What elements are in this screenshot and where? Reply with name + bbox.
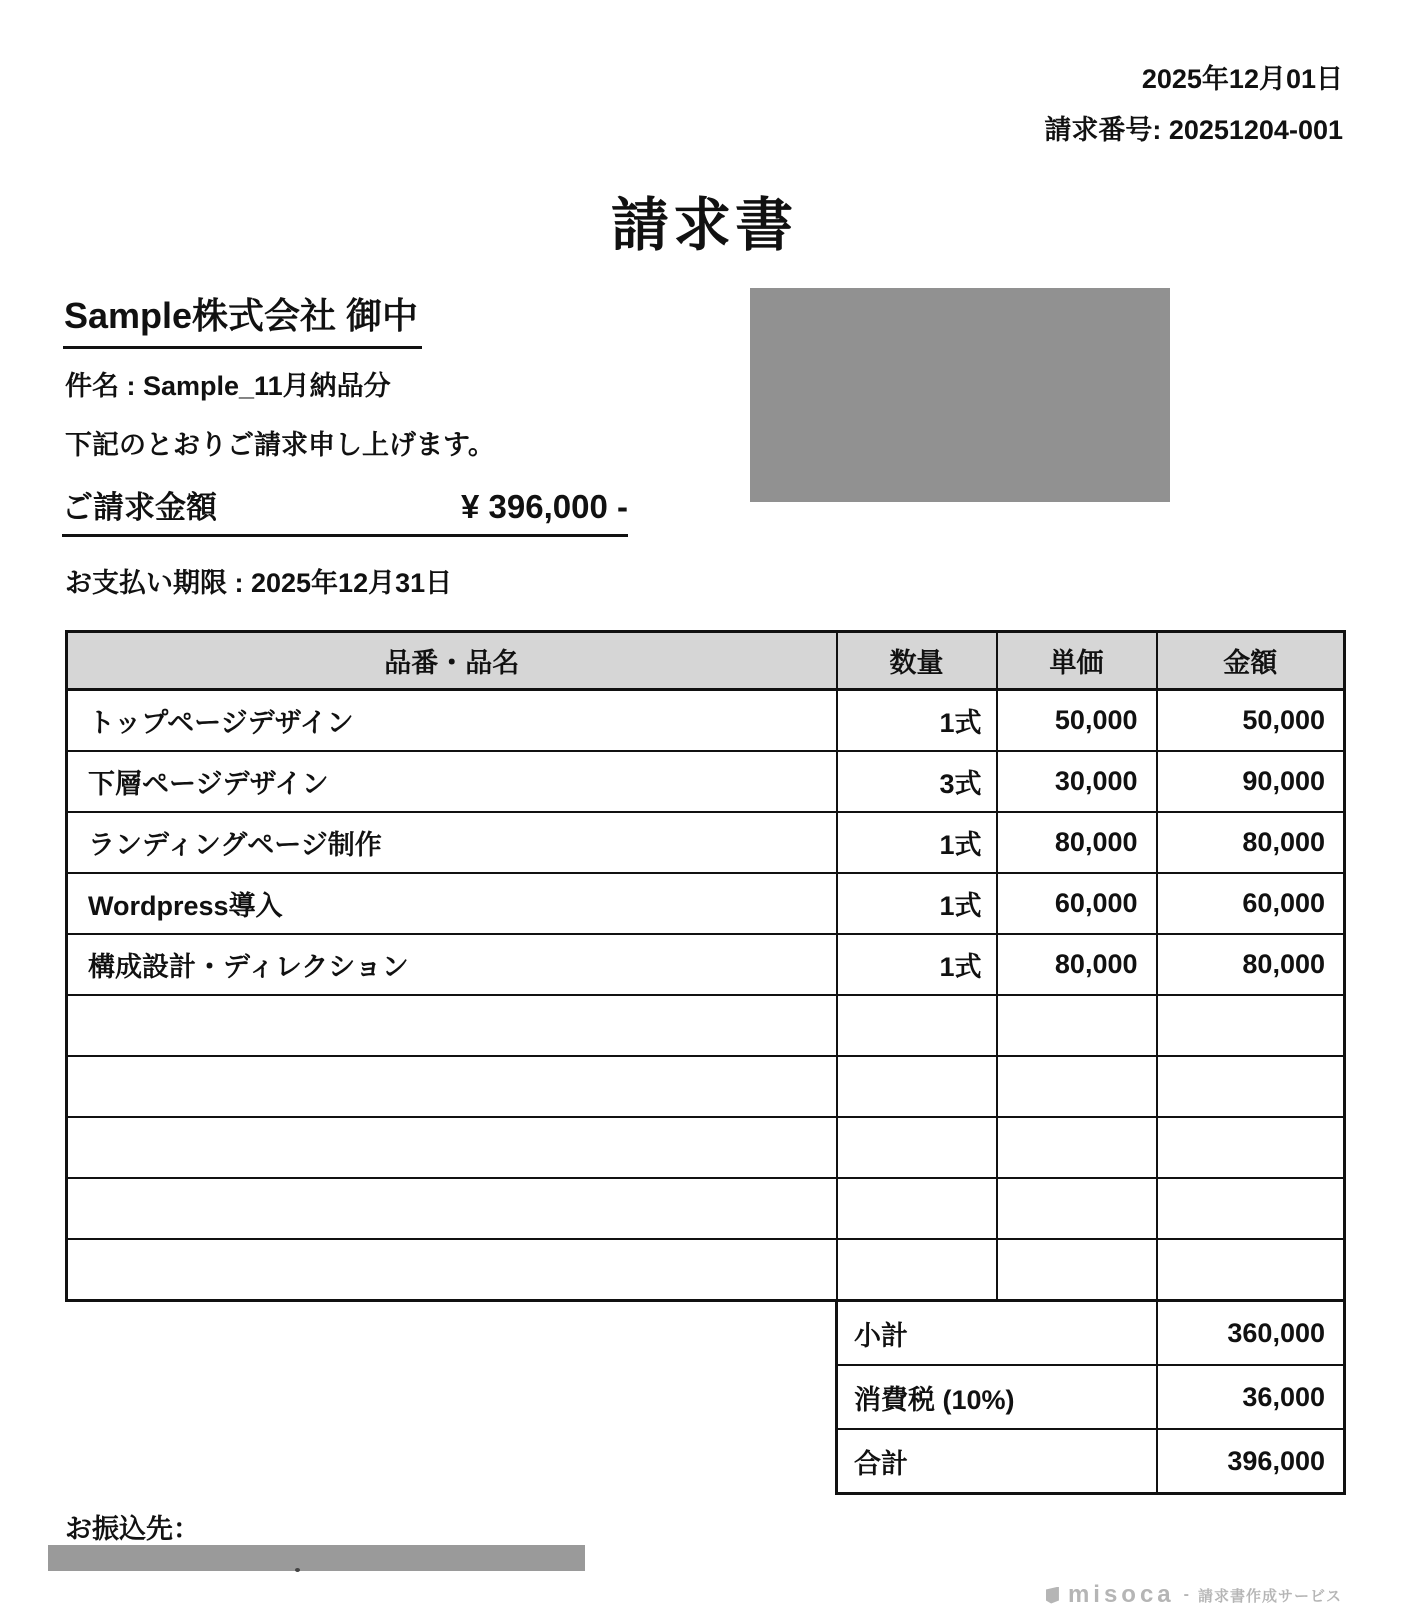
item-name-cell: トップページデザイン [67, 690, 837, 752]
table-row [67, 1056, 1345, 1117]
unit-price-cell [997, 995, 1157, 1056]
summary-label-cell: 消費税 (10%) [837, 1365, 1157, 1429]
quantity-cell: 1式 [837, 934, 997, 995]
summary-value-cell: 360,000 [1157, 1301, 1345, 1366]
amount-cell: 80,000 [1157, 934, 1345, 995]
payment-due-date: お支払い期限 : 2025年12月31日 [65, 568, 453, 598]
items-table [65, 630, 1346, 1302]
summary-label-cell: 合計 [837, 1429, 1157, 1494]
summary-table-body [837, 1301, 1345, 1494]
invoice-number: 請求番号: 20251204-001 [1044, 115, 1343, 145]
summary-value-cell: 396,000 [1157, 1429, 1345, 1494]
quantity-cell [837, 1239, 997, 1301]
unit-price-cell: 80,000 [997, 812, 1157, 873]
page-title: 請求書 [610, 193, 797, 258]
table-row [67, 873, 1345, 934]
summary-row [837, 1301, 1345, 1366]
item-name-cell: 構成設計・ディレクション [67, 934, 837, 995]
unit-price-cell: 80,000 [997, 934, 1157, 995]
recipient-name: Sample株式会社 御中 [63, 288, 422, 349]
table-row [67, 1117, 1345, 1178]
amount-cell [1157, 1056, 1345, 1117]
summary-label-cell: 小計 [837, 1301, 1157, 1366]
item-name-cell: ランディングページ制作 [67, 812, 837, 873]
summary-table [835, 1299, 1346, 1495]
quantity-cell: 1式 [837, 690, 997, 752]
items-table-header [67, 632, 1345, 690]
amount-cell [1157, 1178, 1345, 1239]
unit-price-cell: 60,000 [997, 873, 1157, 934]
col-header-quantity: 数量 [837, 632, 997, 690]
issue-date: 2025年12月01日 [1141, 64, 1343, 94]
amount-cell: 90,000 [1157, 751, 1345, 812]
amount-cell [1157, 1239, 1345, 1301]
bank-transfer-label: お振込先： [65, 1514, 200, 1544]
item-name-cell: Wordpress導入 [67, 873, 837, 934]
misoca-logo-icon [1046, 1587, 1059, 1604]
amount-cell: 60,000 [1157, 873, 1345, 934]
summary-row [837, 1429, 1345, 1494]
quantity-cell [837, 1178, 997, 1239]
misoca-footer-logo [1046, 1581, 1342, 1609]
item-name-cell [67, 1178, 837, 1239]
quantity-cell [837, 995, 997, 1056]
subject-line: 件名 : Sample_11月納品分 [65, 371, 391, 401]
redacted-bank-info-bar [48, 1545, 585, 1571]
table-row [67, 812, 1345, 873]
unit-price-cell [997, 1239, 1157, 1301]
item-name-cell: 下層ページデザイン [67, 751, 837, 812]
item-name-cell [67, 995, 837, 1056]
billing-amount-label: ご請求金額 [62, 490, 217, 525]
table-row [67, 751, 1345, 812]
item-name-cell [67, 1239, 837, 1301]
table-row [67, 1239, 1345, 1301]
summary-row [837, 1365, 1345, 1429]
amount-cell [1157, 995, 1345, 1056]
header-row [67, 632, 1345, 690]
col-header-unit-price: 単価 [997, 632, 1157, 690]
item-name-cell [67, 1056, 837, 1117]
col-header-amount: 金額 [1157, 632, 1345, 690]
table-row [67, 690, 1345, 752]
quantity-cell: 1式 [837, 873, 997, 934]
amount-cell: 80,000 [1157, 812, 1345, 873]
quantity-cell [837, 1117, 997, 1178]
misoca-tagline: 請求書作成サービス [1197, 1587, 1342, 1605]
item-name-cell [67, 1117, 837, 1178]
unit-price-cell [997, 1117, 1157, 1178]
summary-value-cell: 36,000 [1157, 1365, 1345, 1429]
misoca-logo-separator: - [1183, 1586, 1189, 1603]
quantity-cell [837, 1056, 997, 1117]
items-table-body [67, 690, 1345, 1301]
unit-price-cell [997, 1178, 1157, 1239]
redaction-remnant-dot [295, 1568, 300, 1572]
table-row [67, 934, 1345, 995]
amount-cell [1157, 1117, 1345, 1178]
misoca-brand-text: misoca [1067, 1581, 1175, 1608]
quantity-cell: 3式 [837, 751, 997, 812]
unit-price-cell [997, 1056, 1157, 1117]
table-row [67, 995, 1345, 1056]
tables-area [65, 630, 1343, 1495]
billing-amount-line [62, 482, 628, 537]
unit-price-cell: 30,000 [997, 751, 1157, 812]
amount-cell: 50,000 [1157, 690, 1345, 752]
quantity-cell: 1式 [837, 812, 997, 873]
billing-amount-value: ¥ 396,000 - [461, 488, 628, 525]
greeting-line: 下記のとおりご請求申し上げます。 [65, 430, 495, 460]
redacted-sender-info-box [750, 288, 1170, 502]
table-row [67, 1178, 1345, 1239]
col-header-item: 品番・品名 [67, 632, 837, 690]
unit-price-cell: 50,000 [997, 690, 1157, 752]
